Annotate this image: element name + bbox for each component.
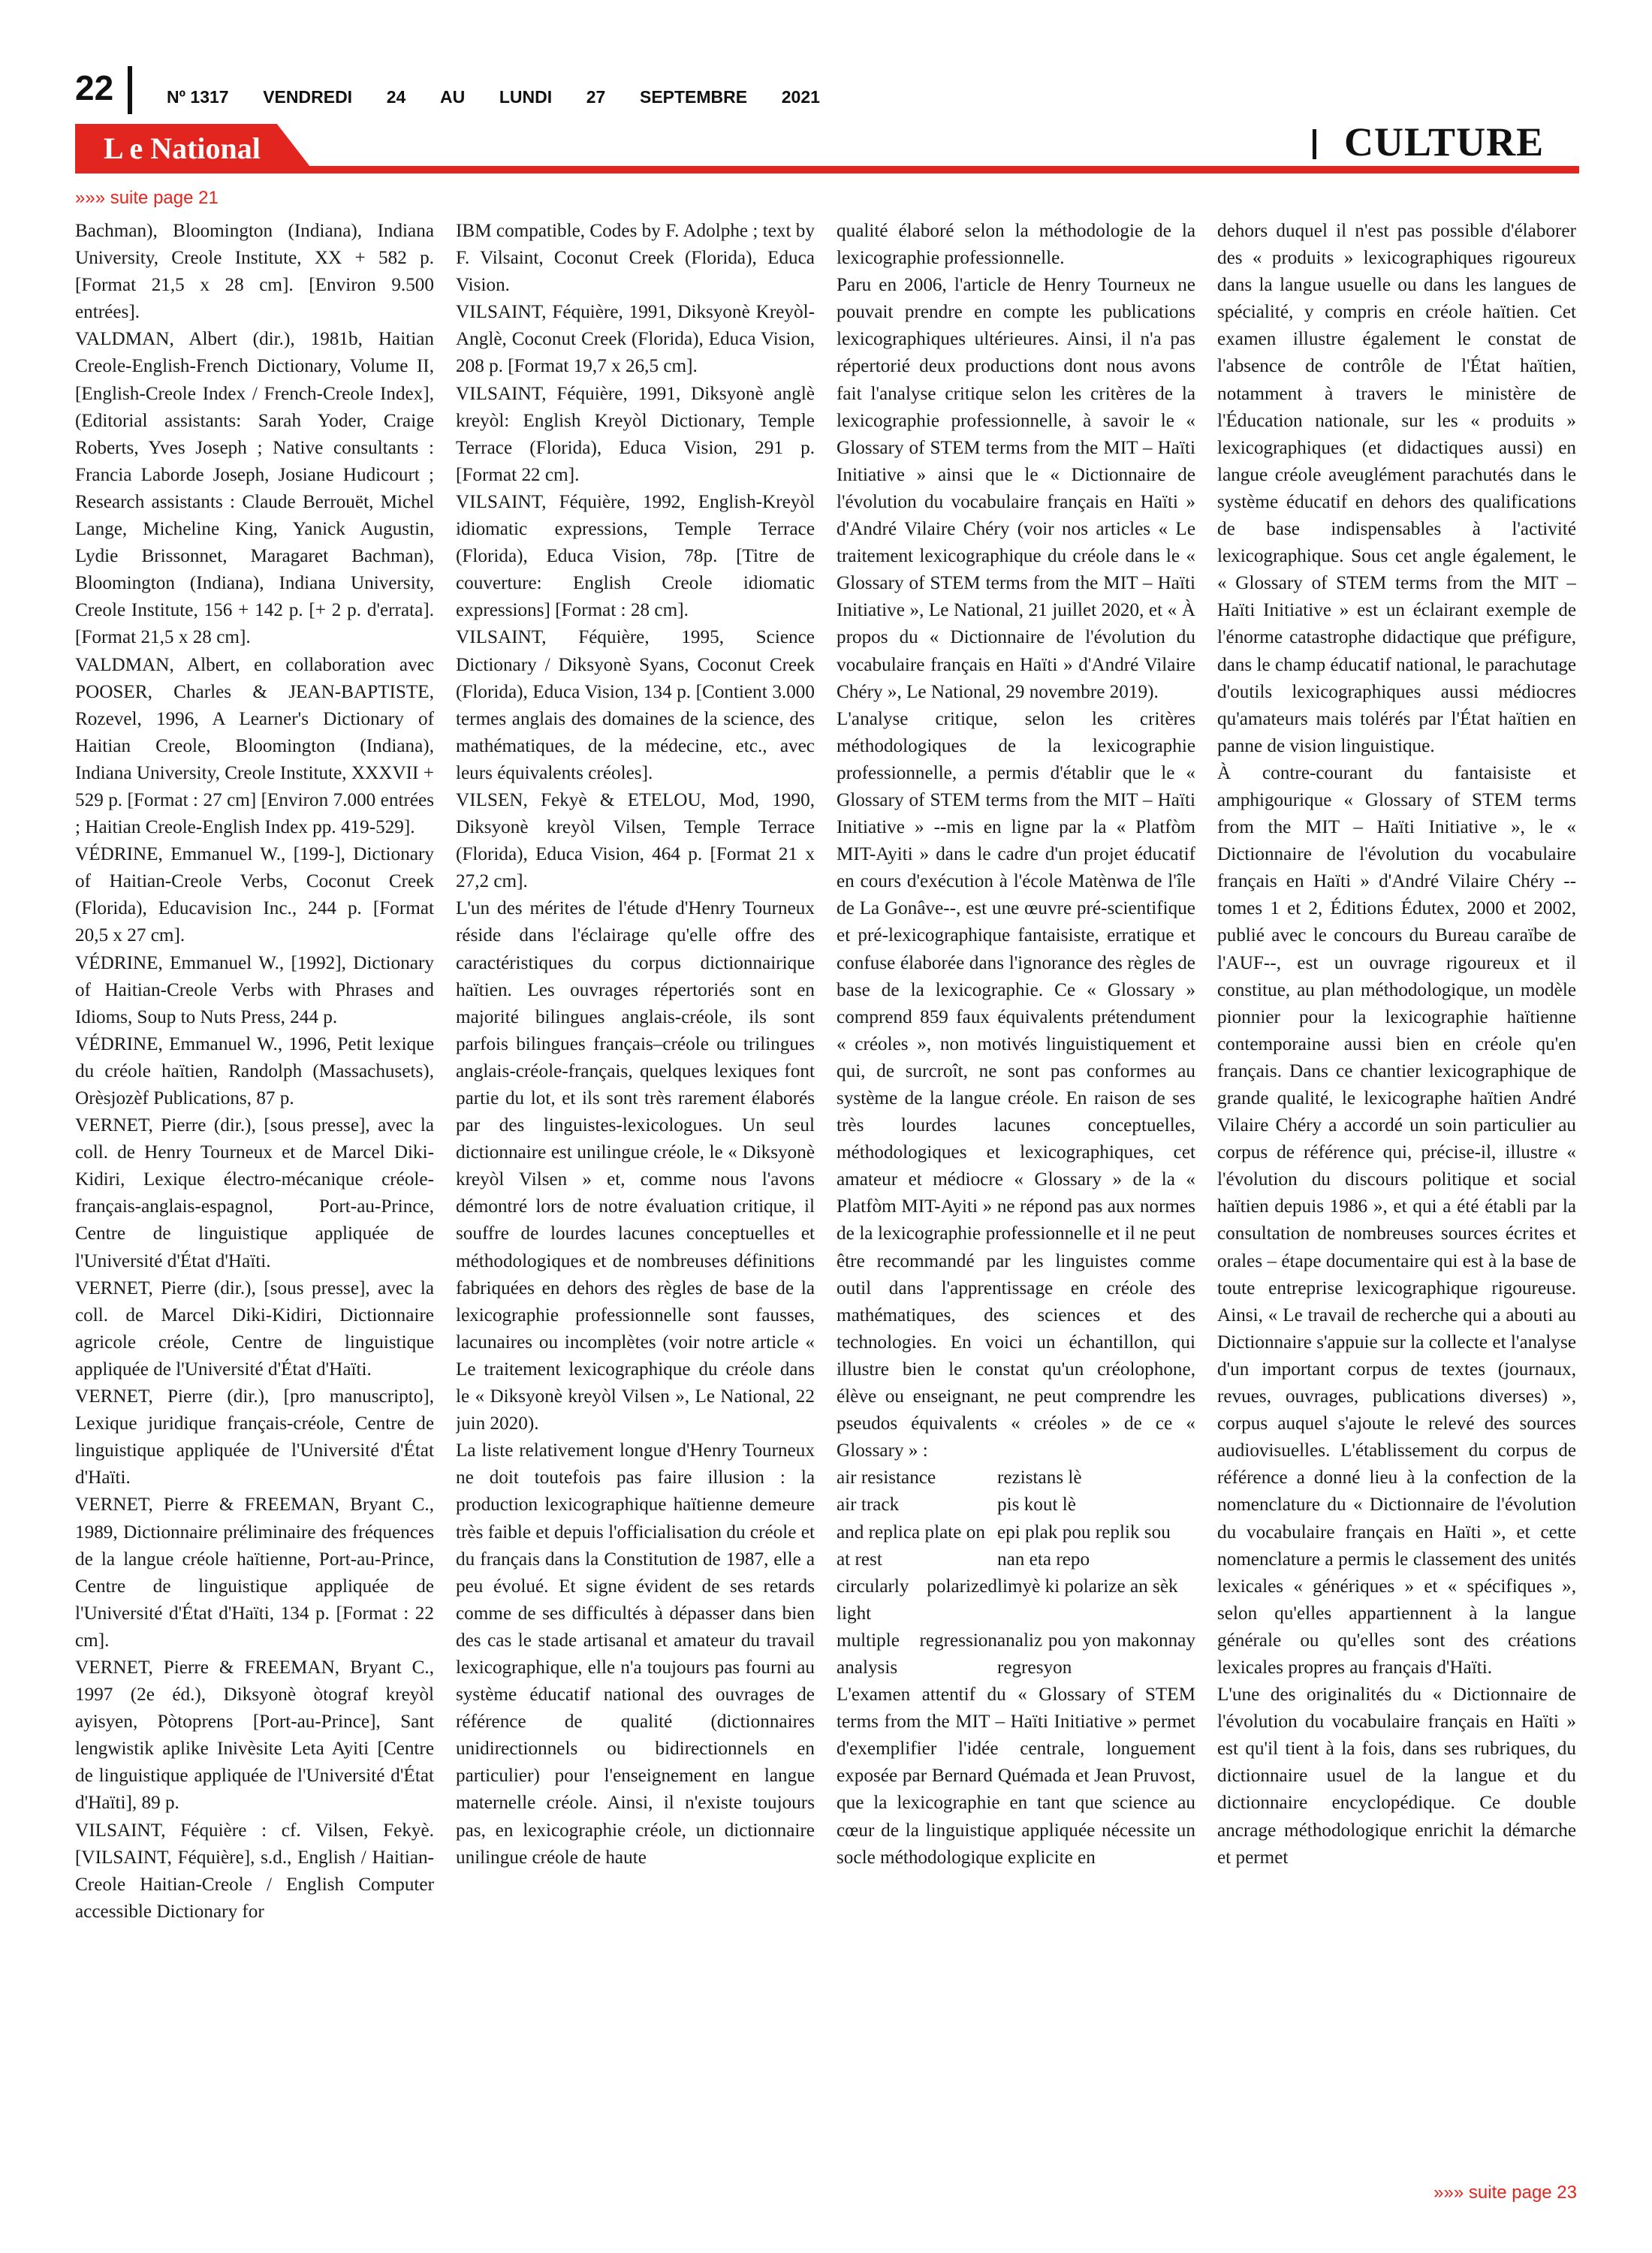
paragraph: VILSAINT, Féquière : cf. Vilsen, Fekyè. [VILSAINT, Féquière], s.d., English / Haitian-Creole Haitian-Creole / English Computer accessible Dictionary for: [75, 1820, 434, 1922]
paragraph: L'un des mérites de l'étude d'Henry Tourneux réside dans l'éclairage qu'elle offre des caractéristiques du corpus dictionnairique haïtien. Les ouvrages répertoriés sont en majorité bilingues anglais-créole, ils sont parfois bilingues français–créole ou trilingues anglais-créole-français, quelques lexiques font partie du lot, et ils sont très rarement élaborés par des linguistes-lexicologues. Un seul dictionnaire est unilingue créole, le « Diksyonè kreyòl Vilsen » et, comme nous l'avons démontré lors de notre évaluation critique, il souffre de lourdes lacunes conceptuelles et méthodologiques et de nombreuses définitions fabriquées en dehors des règles de base de la lexicographie professionnelle sont fausses, lacunaires ou incomplètes (voir notre article « Le traitement lexicographique du créole dans le « Diksyonè kreyòl Vilsen », Le National, 22 juin 2020).: [456, 898, 815, 1434]
glossary-row: [837, 1573, 1195, 1627]
glossary-term-en: air track: [837, 1494, 900, 1516]
glossary-sample: [837, 1464, 1195, 1681]
paragraph: VERNET, Pierre (dir.), [sous presse], avec la coll. de Marcel Diki-Kidiri, Dictionnaire agricole créole, Centre de linguistique appliquée de l'Université d'État d'Haïti.: [75, 1277, 434, 1380]
paragraph: L'analyse critique, selon les critères méthodologiques de la lexicographie professionnelle, a permis d'établir que le « Glossary of STEM terms from the MIT – Haïti Initiative » --mis en ligne par la « Platfòm MIT-Ayiti » dans le cadre d'un projet éducatif en cours d'exécution à l'école Matènwa de l'île de La Gonâve--, est une œuvre pré-scientifique et pré-lexicographique fantaisiste, erratique et confuse élaborée dans l'ignorance des règles de base de la lexicographie. Ce « Glossary » comprend 859 faux équivalents prétendument « créoles », non motivés linguistiquement et qui, de surcroît, ne sont pas conformes au système de la langue créole. En raison de ses très lourdes lacunes conceptuelles, méthodologiques et lexicographiques, cet amateur et médiocre « Glossary » de la « Platfòm MIT-Ayiti » ne répond pas aux normes de la lexicographie professionnelle et il ne peut être recommandé par les linguistes comme outil dans l'apprentissage en créole des mathématiques, des sciences et des technologies. En voici un échantillon, qui illustre bien le constat qu'un créolophone, élève ou enseignant, ne peut comprendre les pseudos équivalents « créoles » de ce « Glossary » :: [837, 708, 1195, 1461]
paragraph: dehors duquel il n'est pas possible d'élaborer des « produits » lexicographiques rigoureux dans la langue usuelle ou dans les langues de spécialité, y compris en créole haïtien. Cet examen illustre également le constat de l'absence de contrôle de l'État haïtien, notamment à travers le ministère de l'Éducation nationale, sur les « produits » lexicographiques (et didactiques aussi) en langue créole aveuglément parachutés dans le système éducatif en dehors des qualifications de base indispensables à l'activité lexicographique. Sous cet angle également, le « Glossary of STEM terms from the MIT – Haïti Initiative » est un éclairant exemple de l'énorme catastrophe didactique que préfigure, dans le champ éducatif national, le parachutage d'outils lexicographiques aussi médiocres qu'amateurs mais tolérés par l'État haïtien en panne de vision linguistique.: [1217, 221, 1576, 756]
paragraph: VÉDRINE, Emmanuel W., [1992], Dictionary of Haitian-Creole Verbs with Phrases and Idioms, Soup to Nuts Press, 244 p.: [75, 952, 434, 1027]
paragraph: À contre-courant du fantaisiste et amphigourique « Glossary of STEM terms from the MIT – Haïti Initiative », le « Dictionnaire de l'évolution du vocabulaire français en Haïti » d'André Vilaire Chéry --tomes 1 et 2, Éditions Édutex, 2000 et 2002, publié avec le concours du Bureau caraïbe de l'AUF--, est un ouvrage rigoureux et il constitue, au plan méthodologique, un modèle pionnier pour la lexicographie haïtienne contemporaine aussi bien en créole qu'en français. Dans ce chantier lexicographique de grande qualité, le lexicographe haïtien André Vilaire Chéry a accordé un soin particulier au corpus de référence qui, précise-il, illustre « l'évolution du discours politique et social haïtien depuis 1986 », et qui a été établi par la consultation de nombreuses sources écrites et orales – étape documentaire qui est à la base de toute entreprise lexicographique rigoureuse. Ainsi, « Le travail de recherche qui a abouti au Dictionnaire s'appuie sur la collecte et l'analyse d'un important corpus de textes (journaux, revues, ouvrages, publications diverses) », corpus auquel s'ajoute le relevé des sources audiovisuelles. L'établissement du corpus de référence a donné lieu à la confection de la nomenclature du « Dictionnaire de l'évolution du vocabulaire français en Haïti », et cette nomenclature a permis le classement des unités lexicales « génériques » et « spécifiques », selon qu'elles appartiennent à la langue générale ou qu'elles sont des créations lexicales propres au français d'Haïti.: [1217, 762, 1576, 1678]
paragraph: VÉDRINE, Emmanuel W., 1996, Petit lexique du créole haïtien, Randolph (Massachusets), Orèsjozèf Publications, 87 p.: [75, 1033, 434, 1108]
glossary-term-cr: epi plak pou replik sou: [997, 1522, 1171, 1543]
brand-name: L e National: [104, 131, 261, 165]
issue-dateline: [167, 87, 820, 107]
paragraph: VILSAINT, Féquière, 1991, Diksyonè anglè kreyòl: English Kreyòl Dictionary, Temple Terrace (Florida), Educa Vision, 291 p. [Format 22 cm].: [456, 383, 815, 485]
glossary-term-cr: analiz pou yon makonnay regresyon: [997, 1630, 1195, 1678]
glossary-term-en: air resistance: [837, 1467, 936, 1488]
glossary-term-cr: limyè ki polarize an sèk: [997, 1576, 1178, 1597]
glossary-term-en: multiple regression analysis: [837, 1630, 997, 1678]
header-rule: [75, 166, 1579, 173]
paragraph: VILSAINT, Féquière, 1995, Science Dictionary / Diksyonè Syans, Coconut Creek (Florida), Educa Vision, 134 p. [Contient 3.000 termes anglais des domaines de la science, des mathématiques, de la médecine, etc., avec leurs équivalents créoles].: [456, 627, 815, 783]
paragraph: L'examen attentif du « Glossary of STEM terms from the MIT – Haïti Initiative » permet d'exemplifier l'idée centrale, longuement exposée par Bernard Quémada et Jean Pruvost, que la lexicographie en tant que science au cœur de la linguistique appliquée nécessite un socle méthodologique explicite en: [837, 1684, 1195, 1868]
dateline-au: AU: [439, 87, 466, 107]
glossary-term-cr: pis kout lè: [997, 1494, 1076, 1516]
glossary-term-en: at rest: [837, 1549, 882, 1570]
glossary-row: [837, 1519, 1195, 1546]
continued-from-link[interactable]: »»» suite page 21: [75, 188, 219, 208]
glossary-row: [837, 1491, 1195, 1519]
article-column-1: [75, 218, 434, 2170]
paragraph: La liste relativement longue d'Henry Tourneux ne doit toutefois pas faire illusion : la production lexicographique haïtienne demeure très faible et depuis l'officialisation du créole et du français dans la Constitution de 1987, elle a peu évolué. Et signe évident de ses retards comme de ses difficultés à dépasser dans bien des cas le stade artisanal et amateur du travail lexicographique, elle n'a toujours pas fourni au système éducatif national des ouvrages de référence de qualité (dictionnaires unidirectionnels ou bidirectionnels en particulier) pour l'enseignement en langue maternelle créole. Ainsi, il n'existe toujours pas, en lexicographie créole, un dictionnaire unilingue créole de haute: [456, 1440, 815, 1868]
paragraph: VALDMAN, Albert, en collaboration avec POOSER, Charles & JEAN-BAPTISTE, Rozevel, 1996, A Learner's Dictionary of Haitian Creole, Bloomington (Indiana), Indiana University, Creole Institute, XXXVII + 529 p. [Format : 27 cm] [Environ 7.000 entrées ; Haitian Creole-English Index pp. 419-529].: [75, 654, 434, 838]
paragraph: L'une des originalités du « Dictionnaire de l'évolution du vocabulaire français en Haïti » est qu'il tient à la fois, dans ses rubriques, du dictionnaire usuel de la langue et du dictionnaire encyclopédique. Ce double ancrage méthodologique enrichit la démarche et permet: [1217, 1684, 1576, 1868]
paragraph: qualité élaboré selon la méthodologie de la lexicographie professionnelle.: [837, 221, 1195, 269]
paragraph: VALDMAN, Albert (dir.), 1981b, Haitian Creole-English-French Dictionary, Volume II, [English-Creole Index / French-Creole Index], (Editorial assistants: Sarah Yoder, Craige Roberts, Yves Joseph ; Native consultants : Francia Laborde Joseph, Josiane Hudicourt ; Research assistants : Claude Berrouët, Michel Lange, Micheline King, Yanick Augustin, Lydie Brissonnet, Maragaret Bachman), Bloomington (Indiana), Indiana University, Creole Institute, 156 + 142 p. [+ 2 p. d'errata]. [Format 21,5 x 28 cm].: [75, 329, 434, 648]
dateline-day-start: VENDREDI: [263, 87, 353, 107]
page-number: 22: [75, 68, 114, 107]
glossary-term-en: circularly polarized light: [837, 1576, 997, 1624]
glossary-row: [837, 1546, 1195, 1573]
header-separator: [128, 66, 132, 114]
paragraph: VERNET, Pierre & FREEMAN, Bryant C., 1989, Dictionnaire préliminaire des fréquences de la langue créole haïtienne, Port-au-Prince, Centre de linguistique appliquée de l'Université d'État d'Haïti, 134 p. [Format : 22 cm].: [75, 1494, 434, 1651]
dateline-date-end: 27: [586, 87, 606, 107]
section-title: CULTURE: [1344, 119, 1545, 164]
dateline-date-start: 24: [386, 87, 406, 107]
paragraph: VILSEN, Fekyè & ETELOU, Mod, 1990, Diksyonè kreyòl Vilsen, Temple Terrace (Florida), Educa Vision, 464 p. [Format 21 x 27,2 cm].: [456, 789, 815, 892]
paragraph: VILSAINT, Féquière, 1991, Diksyonè Kreyòl-Anglè, Coconut Creek (Florida), Educa Vision, 208 p. [Format 19,7 x 26,5 cm].: [456, 302, 815, 377]
paragraph: VERNET, Pierre & FREEMAN, Bryant C., 1997 (2e éd.), Diksyonè òtograf kreyòl ayisyen, Pòtoprens [Port-au-Prince], Sant lengwistik aplike Inivèsite Leta Ayiti [Centre de linguistique appliquée de l'Université d'État d'Haïti], 89 p.: [75, 1657, 434, 1814]
glossary-term-en: and replica plate on: [837, 1522, 985, 1543]
paragraph: VÉDRINE, Emmanuel W., [199-], Dictionary of Haitian-Creole Verbs, Coconut Creek (Florida), Educavision Inc., 244 p. [Format 20,5 x 27 cm].: [75, 844, 434, 946]
glossary-row: [837, 1464, 1195, 1491]
article-column-3: [837, 218, 1195, 2170]
paragraph: IBM compatible, Codes by F. Adolphe ; text by F. Vilsaint, Coconut Creek (Florida), Educa Vision.: [456, 221, 815, 296]
glossary-term-cr: nan eta repo: [997, 1549, 1090, 1570]
paragraph: Bachman), Bloomington (Indiana), Indiana University, Creole Institute, XX + 582 p. [Format 21,5 x 28 cm]. [Environ 9.500 entrées].: [75, 221, 434, 323]
paragraph: Paru en 2006, l'article de Henry Tourneux ne pouvait prendre en compte les publications lexicographiques ultérieures. Ainsi, il n'a pas répertorié deux productions dont nous avons fait l'analyse critique selon les critères de la lexicographie professionnelle, à savoir le « Glossary of STEM terms from the MIT – Haïti Initiative » ainsi que le « Dictionnaire de l'évolution du vocabulaire français en Haïti » d'André Vilaire Chéry (voir nos articles « Le traitement lexicographique du créole dans le « Glossary of STEM terms from the MIT – Haïti Initiative », Le National, 21 juillet 2020, et « À propos du « Dictionnaire de l'évolution du vocabulaire français en Haïti » d'André Vilaire Chéry », Le National, 29 novembre 2019).: [837, 275, 1195, 702]
glossary-row: [837, 1627, 1195, 1681]
glossary-term-cr: rezistans lè: [997, 1467, 1082, 1488]
article-column-4: [1217, 218, 1576, 2170]
dateline-month: SEPTEMBRE: [639, 87, 748, 107]
paragraph: VERNET, Pierre (dir.), [sous presse], avec la coll. de Henry Tourneux et de Marcel Diki-Kidiri, Lexique électro-mécanique créole-français-anglais-espagnol, Port-au-Prince, Centre de linguistique appliquée de l'Université d'État d'Haïti.: [75, 1115, 434, 1271]
paragraph: VILSAINT, Féquière, 1992, English-Kreyòl idiomatic expressions, Temple Terrace (Florida), Educa Vision, 78p. [Titre de couverture: English Creole idiomatic expressions] [Format : 28 cm].: [456, 491, 815, 621]
continued-on-link[interactable]: »»» suite page 23: [1433, 2182, 1577, 2203]
dateline-year: 2021: [781, 87, 820, 107]
dateline-day-end: LUNDI: [499, 87, 553, 107]
article-column-2: [456, 218, 815, 2170]
section-separator: [1313, 129, 1316, 159]
paragraph: VERNET, Pierre (dir.), [pro manuscripto], Lexique juridique français-créole, Centre de linguistique appliquée de l'Université d'État d'Haïti.: [75, 1386, 434, 1488]
issue-number: Nº 1317: [167, 87, 229, 107]
